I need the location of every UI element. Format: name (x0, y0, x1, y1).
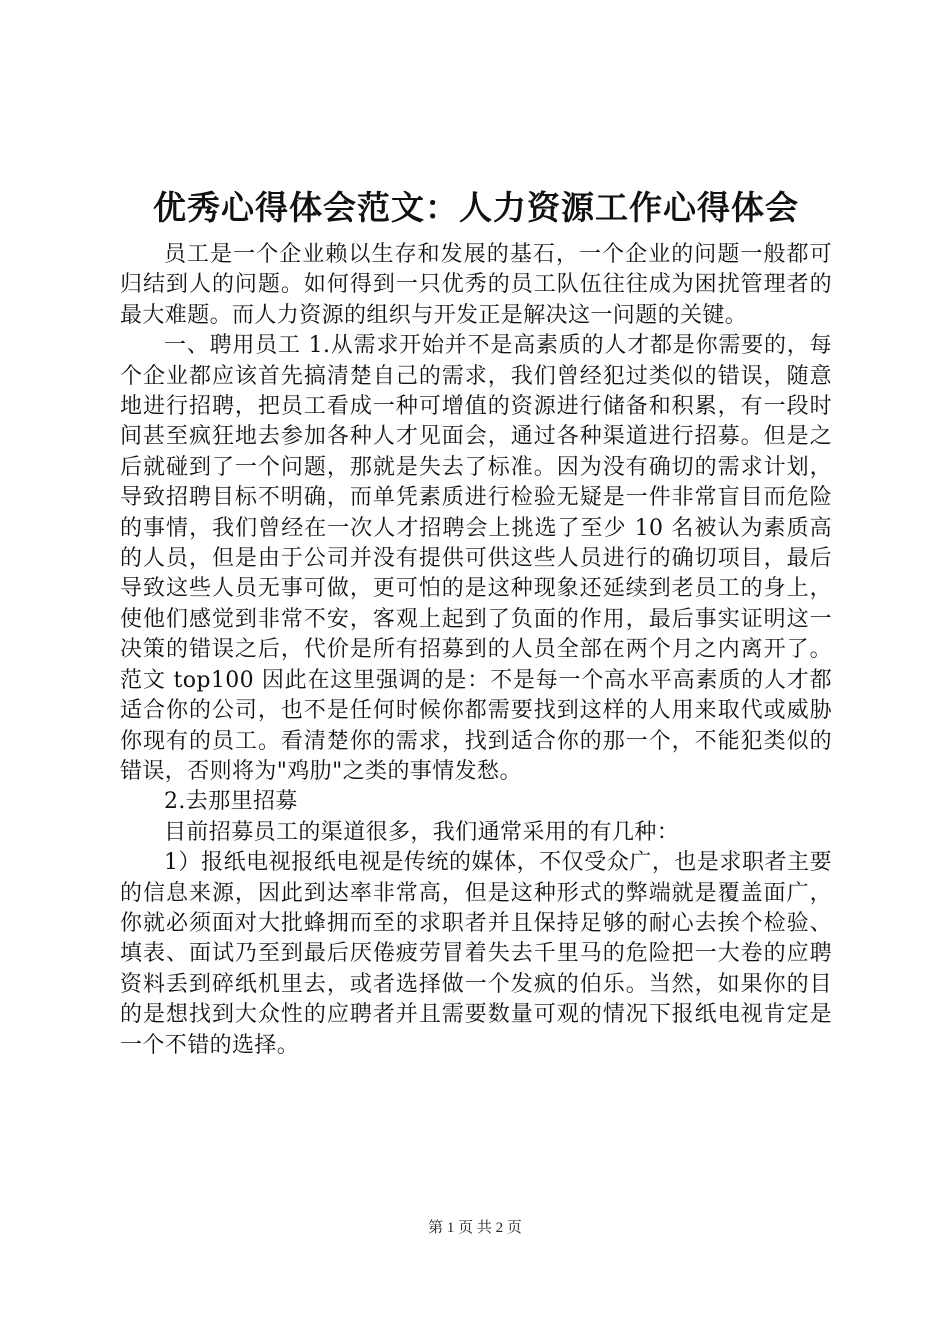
page-footer: 第 1 页 共 2 页 (428, 1220, 522, 1236)
paragraph-section-1: 一、聘用员工 1.从需求开始并不是高素质的人才都是你需要的，每个企业都应该首先搞清楚自己的需求，我们曾经犯过类似的错误，随意地进行招聘，把员工看成一种可增值的资源进行储备和积累，有一段时间甚至疯狂地去参加各种人才见面会，通过各种渠道进行招募。但是之后就碰到了一个问题，那就是失去了标准。因为没有确切的需求计划，导致招聘目标不明确，而单凭素质进行检验无疑是一件非常盲目而危险的事情，我们曾经在一次人才招聘会上挑选了至少 10 名被认为素质高的人员，但是由于公司并没有提供可供这些人员进行的确切项目，最后导致这些人员无事可做，更可怕的是这种现象还延续到老员工的身上，使他们感觉到非常不安，客观上起到了负面的作用，最后事实证明这一决策的错误之后，代价是所有招募到的人员全部在两个月之内离开了。范文 top100 因此在这里强调的是：不是每一个高水平高素质的人才都适合你的公司，也不是任何时候你都需要找到这样的人用来取代或威胁你现有的员工。看清楚你的需求，找到适合你的那一个，不能犯类似的错误，否则将为"鸡肋"之类的事情发愁。 (120, 333, 832, 784)
paragraph-intro: 员工是一个企业赖以生存和发展的基石，一个企业的问题一般都可归结到人的问题。如何得到一只优秀的员工队伍往往成为困扰管理者的最大难题。而人力资源的组织与开发正是解决这一问题的关键。 (120, 242, 832, 328)
paragraph-heading-2: 2.去那里招募 (164, 789, 298, 815)
document-page (120, 186, 832, 1061)
document-title: 优秀心得体会范文：人力资源工作心得体会 (153, 188, 799, 227)
paragraph-newspaper-tv: 1）报纸电视报纸电视是传统的媒体，不仅受众广，也是求职者主要的信息来源，因此到达率非常高，但是这种形式的弊端就是覆盖面广，你就必须面对大批蜂拥而至的求职者并且保持足够的耐心去挨个检验、填表、面试乃至到最后厌倦疲劳冒着失去千里马的危险把一大卷的应聘资料丢到碎纸机里去，或者选择做一个发疯的伯乐。当然，如果你的目的是想找到大众性的应聘者并且需要数量可观的情况下报纸电视肯定是一个不错的选择。 (120, 850, 832, 1058)
paragraph-channels-intro: 目前招募员工的渠道很多，我们通常采用的有几种： (164, 819, 680, 845)
